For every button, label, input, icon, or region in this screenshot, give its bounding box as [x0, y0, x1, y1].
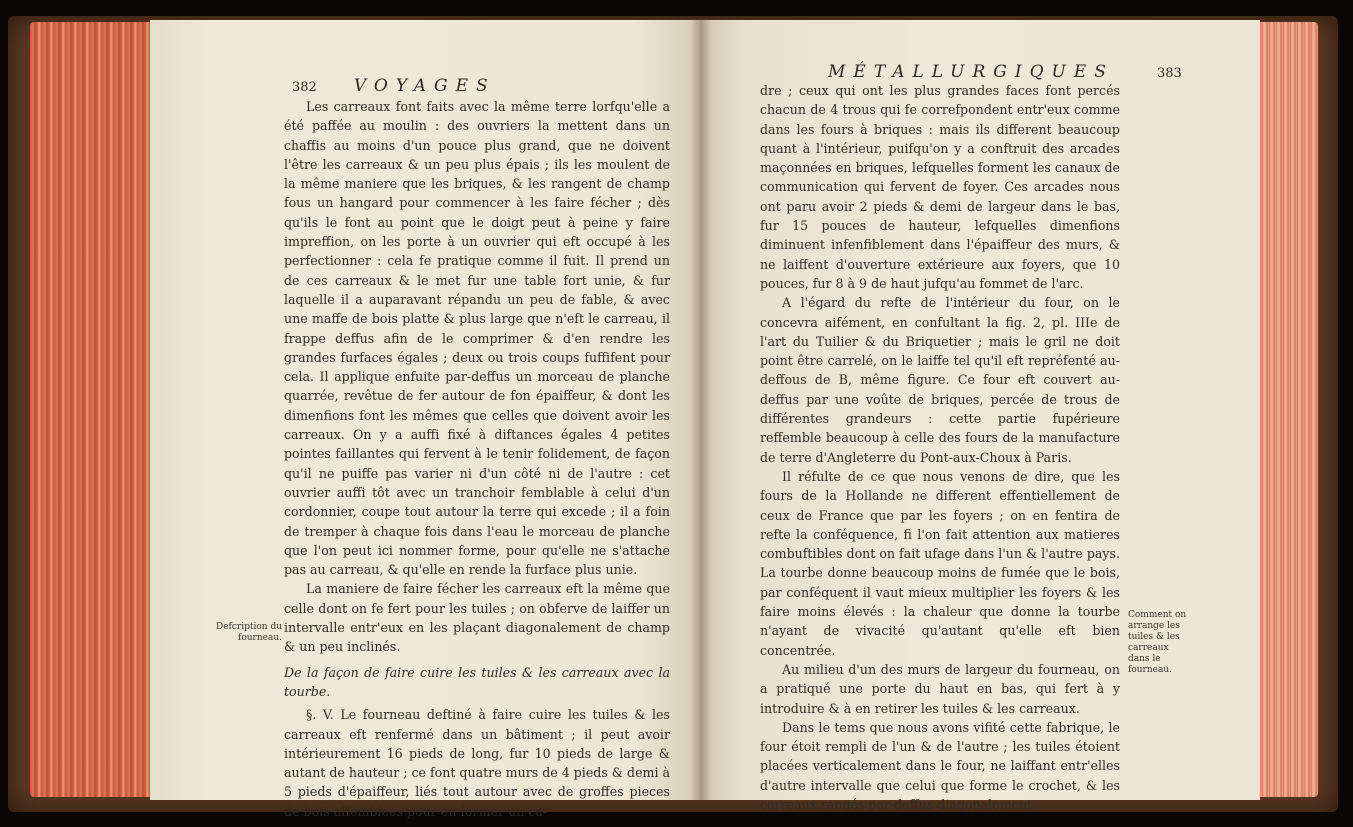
- right-paragraph: A l'égard du refte de l'intérieur du four, on le concevra aifément, en confultant la fig. 2, pl. IIIe de l'art du Tuilier & du Briquetier ; mais le gril ne doit point être carrelé, on le laiffe tel qu'il eft repréfenté au-deffous de B, même figure. Ce four eft couvert au-deffus par une voûte de briques, percée de trous de différentes grandeurs : cette partie fupérieure reffemble beaucoup à celle des fours de la manufacture de terre d'Angleterre du Pont-aux-Choux à Paris.: [760, 295, 1120, 465]
- left-running-head: [292, 76, 496, 96]
- right-paragraph: Il réfulte de ce que nous venons de dire, que les fours de la Hollande ne different effentiellement de ceux de France que par les foyers ; on en fentira de refte la conféquence, fi l'on fait attention aux matieres combuftibles dont on fait ufage dans l'un & l'autre pays. La tourbe donne beaucoup moins de fumée que le bois, par conféquent il vaut mieux multiplier les foyers & les faire moins élevés : la chaleur que donne la tourbe n'ayant de vivacité qu'autant qu'elle eft bien concentrée.: [760, 468, 1120, 658]
- right-running-title: MÉTALLURGIQUES: [828, 62, 1114, 82]
- left-page-edges: [30, 22, 155, 797]
- right-margin-note: Comment on arrange les tuiles & les carreaux dans le fourneau.: [1128, 610, 1187, 675]
- right-paragraph: Au milieu d'un des murs de largeur du fourneau, on a pratiqué une porte du haut en bas, qui fert à y introduire & à en retirer les tuiles & les carreaux.: [760, 661, 1120, 716]
- left-page-number: 382: [292, 80, 317, 95]
- right-page-text: [760, 81, 1120, 814]
- right-paragraph: Dans le tems que nous avons vifité cette fabrique, le four étoit rempli de l'un & de l'autre ; les tuiles étoient placées verticalement dans le four, ne laiffant entr'elles d'autre intervalle que celui que forme le crochet, & les carreaux rangés par-deffus diagonalement: [760, 719, 1120, 812]
- right-running-head: [828, 62, 1182, 82]
- section-paragraph: §. V. Le fourneau deftiné à faire cuire les tuiles & les carreaux eft renfermé dans un bâtiment ; il peut avoir intérieurement 16 pieds de long, fur 10 pieds de large & autant de hauteur ; ce font quatre murs de 4 pieds & demi à 5 pieds d'épaiffeur, liés tout autour avec de groffes pieces de bois affemblées pour en former un ca-: [284, 707, 671, 819]
- left-page-text: [284, 97, 670, 821]
- left-margin-note: Defcription du fourneau.: [216, 622, 282, 643]
- left-running-title: VOYAGES: [353, 76, 496, 96]
- left-paragraph: Les carreaux font faits avec la même terre lorfqu'elle a été paffée au moulin : des ouvriers la mettent dans un chaffis au moins d'un pouce plus grand, que ne doivent l'être les carreaux & un peu plus épais ; ils les moulent de la même maniere que les briques, & les rangent de champ fous un hangard pour commencer à les faire fécher ; dès qu'ils le font au point que le doigt peut à peine y faire impreffion, on les porte à un ouvrier qui eft occupé à les perfectionner : cela fe pratique comme il fuit. Il prend un de ces carreaux & le met fur une table fort unie, & fur laquelle il a auparavant répandu un peu de fable, & avec une maffe de bois platte & plus large que n'eft le carreau, il frappe deffus afin de le comprimer & d'en rendre les grandes furfaces égales ; deux ou trois coups fuffifent pour cela. Il applique enfuite par-deffus un morceau de planche quarrée, revêtue de fer autour de fon épaiffeur, & dont les dimenfions font les mêmes que celles que doivent avoir les carreaux. On y a auffi fixé à diftances égales 4 petites pointes faillantes qui fervent à le tenir folidement, de façon qu'il ne puiffe pas varier ni d'un côté ni de l'autre : cet ouvrier auffi tôt avec un tranchoir femblable à celui d'un cordonnier, coupe tout autour la terre qui excede ; il a foin de tremper à chaque fois dans l'eau le morceau de planche que l'on peut ici nommer forme, pour qu'elle ne s'attache pas au carreau, & qu'elle en rende la furface plus unie.: [284, 99, 670, 578]
- right-paragraph: dre ; ceux qui ont les plus grandes faces font percés chacun de 4 trous qui fe correfpondent entr'eux comme dans les fours à briques : mais ils different beaucoup quant à l'intérieur, puifqu'on y a conftruit des arcades maçonnées en briques, lefquelles forment les canaux de communication qui fervent de foyer. Ces arcades nous ont paru avoir 2 pieds & demi de largeur dans le bas, fur 15 pouces de hauteur, lefquelles dimenfions diminuent infenfiblement dans l'épaiffeur des murs, & ne laiffent d'ouverture extérieure aux foyers, que 10 pouces, fur 8 à 9 de haut jufqu'au fommet de l'arc.: [760, 83, 1120, 291]
- right-page-edges: [1256, 22, 1318, 797]
- section-heading: De la façon de faire cuire les tuiles & les carreaux avec la tourbe.: [284, 664, 670, 699]
- book-gutter: [690, 20, 712, 800]
- left-paragraph: La maniere de faire fécher les carreaux eft la même que celle dont on fe fert pour les tuiles ; on obferve de laiffer un intervalle entr'eux en les plaçant diagonalement de champ & un peu inclinés.: [284, 581, 670, 655]
- right-page-number: 383: [1157, 66, 1182, 81]
